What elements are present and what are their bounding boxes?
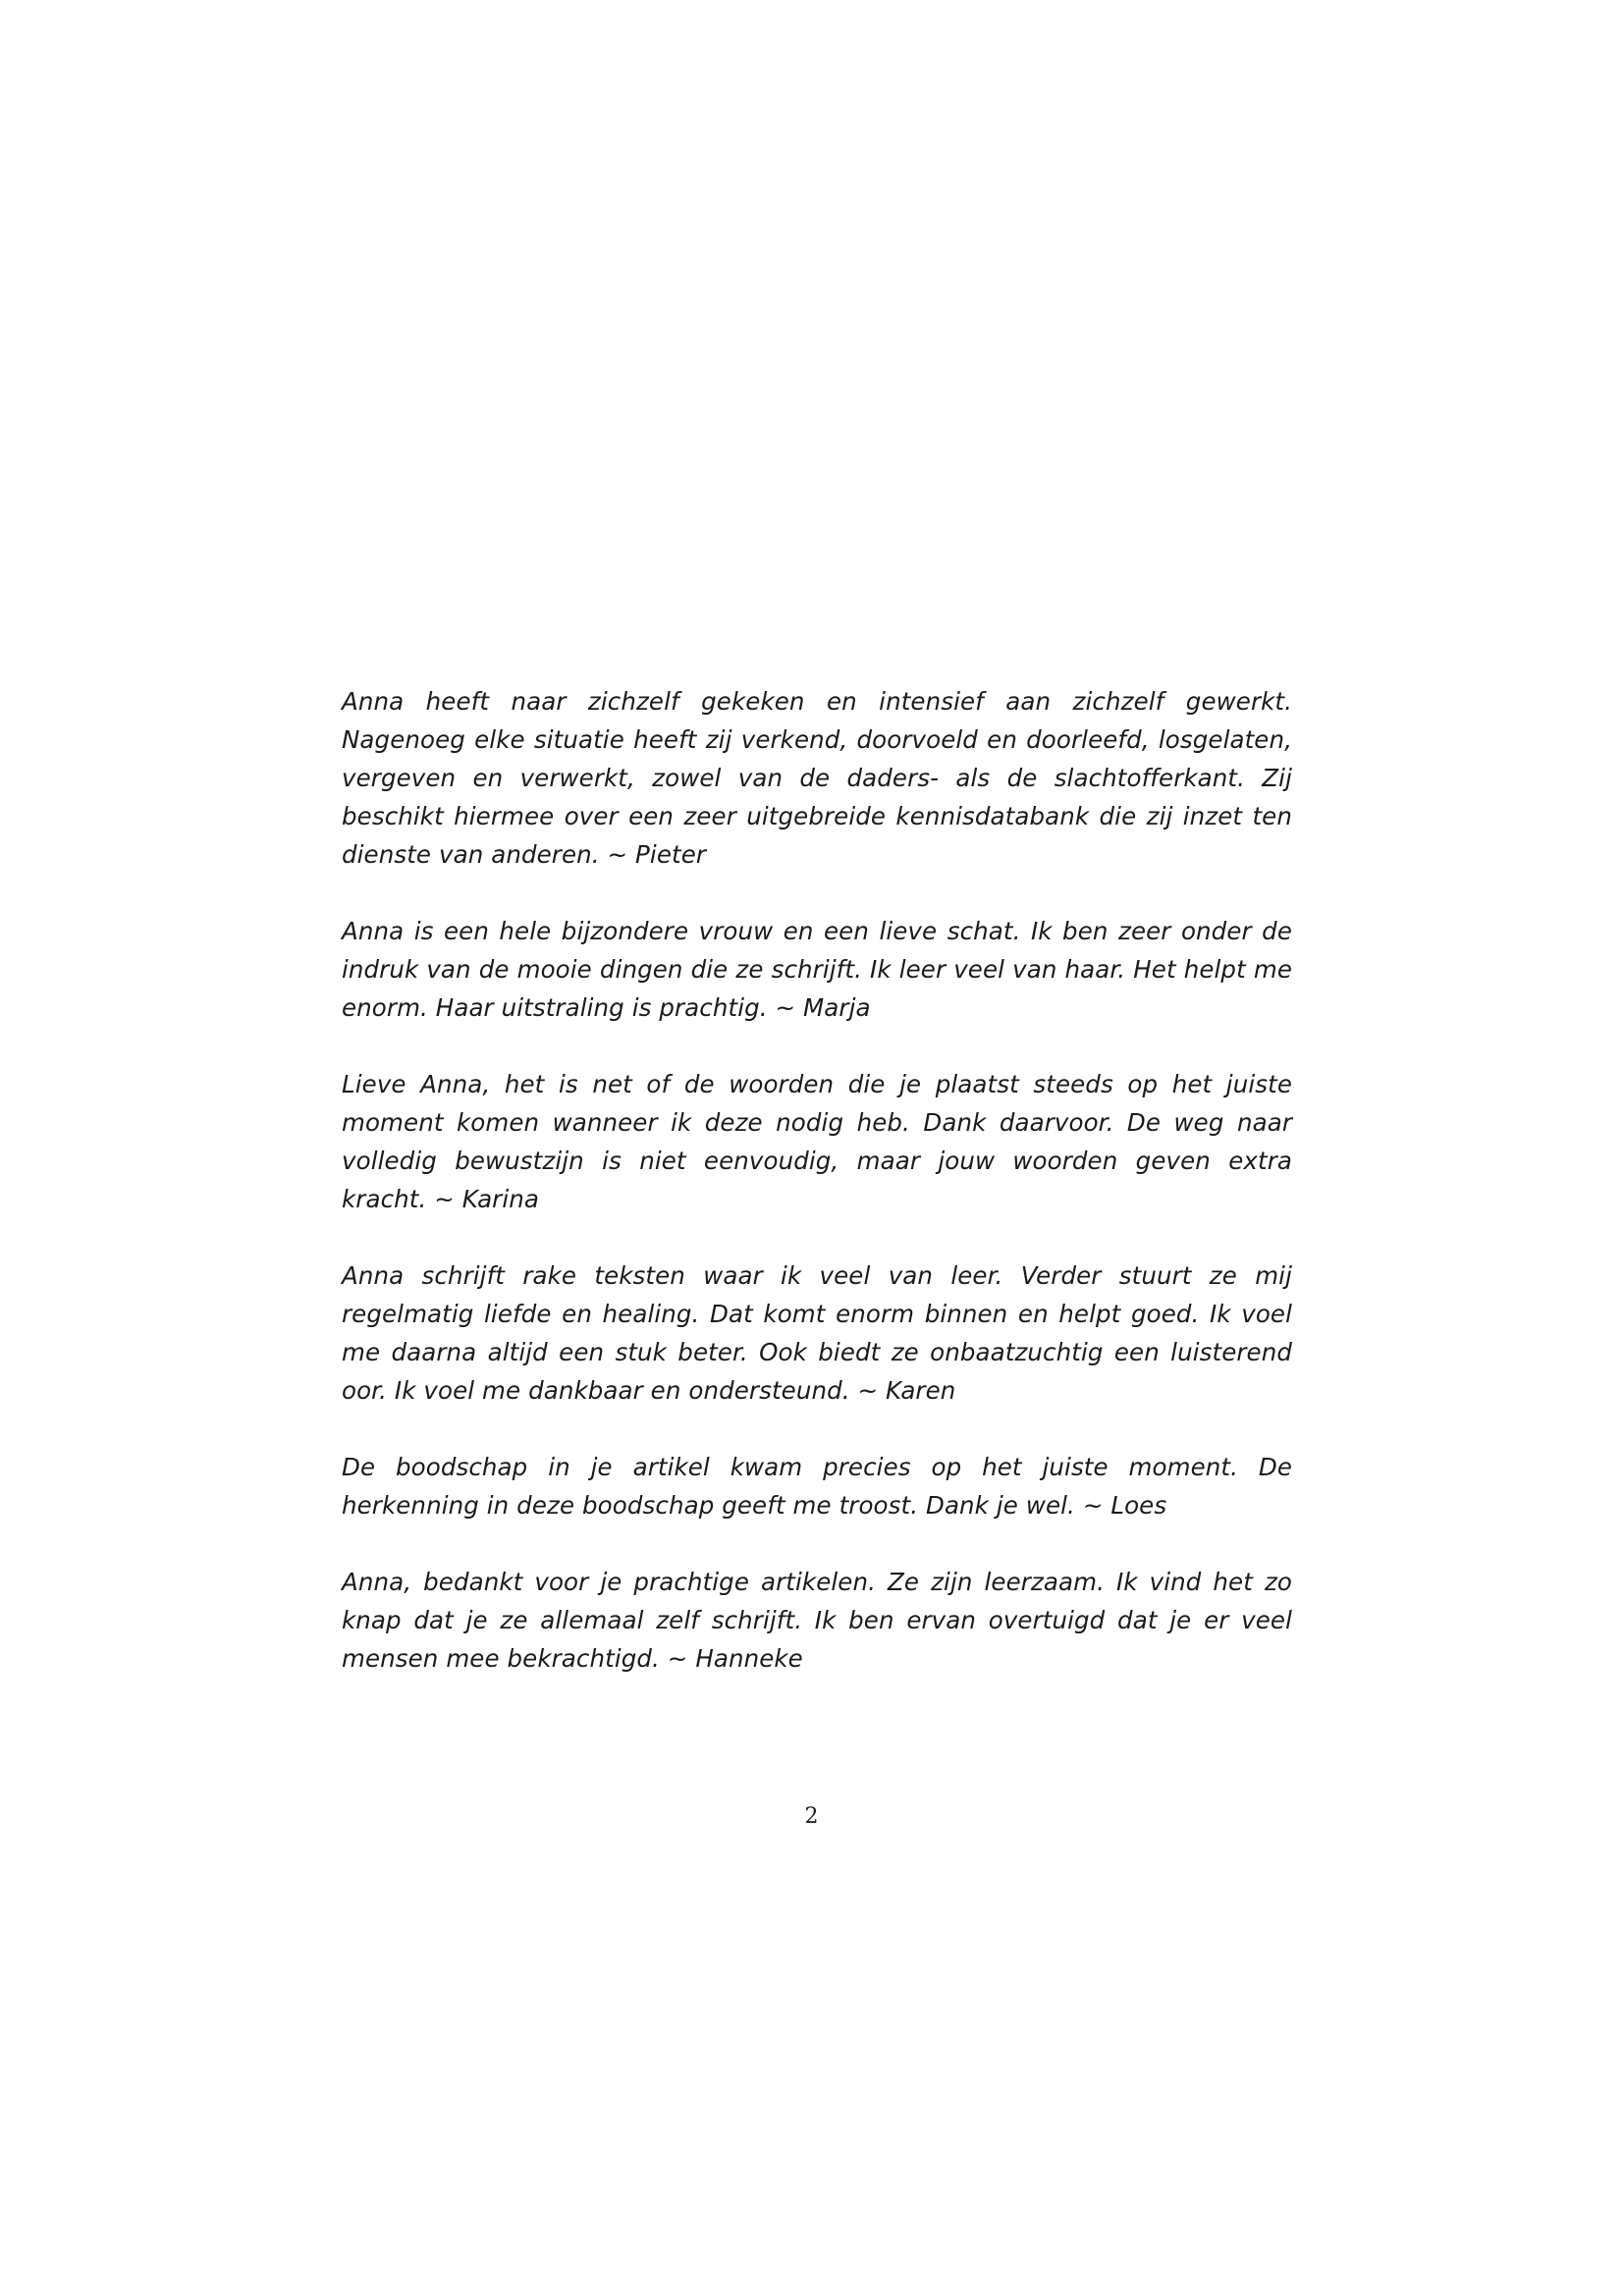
testimonial-pieter: Anna heeft naar zichzelf gekeken en intensief aan zichzelf gewerkt. Nagenoeg elke situatie heeft zij verkend, doorvoeld en doorleefd, losgelaten, vergeven en verwerkt, zowel van de daders- als de slachtofferkant. Zij beschikt hiermee over een zeer uitgebreide kennisdatabank die zij inzet ten dienste van anderen. ~ Pieter [342, 687, 1292, 869]
testimonial-loes: De boodschap in je artikel kwam precies op het juiste moment. De herkenning in deze boodschap geeft me troost. Dank je wel. ~ Loes [342, 1453, 1292, 1520]
page-number: 2 [804, 1804, 819, 1829]
testimonial-marja: Anna is een hele bijzondere vrouw en een lieve schat. Ik ben zeer onder de indruk van de mooie dingen die ze schrijft. Ik leer veel van haar. Het helpt me enorm. Haar uitstraling is prachtig. ~ Marja [342, 917, 1292, 1022]
testimonials-section [342, 682, 1292, 1716]
testimonial-karina: Lieve Anna, het is net of de woorden die je plaatst steeds op het juiste moment komen wanneer ik deze nodig heb. Dank daarvoor. De weg naar volledig bewustzijn is niet eenvoudig, maar jouw woorden geven extra kracht. ~ Karina [342, 1070, 1292, 1213]
testimonial-karen: Anna schrijft rake teksten waar ik veel van leer. Verder stuurt ze mij regelmatig liefde en healing. Dat komt enorm binnen en helpt goed. Ik voel me daarna altijd een stuk beter. Ook biedt ze onbaatzuchtig een luisterend oor. Ik voel me dankbaar en ondersteund. ~ Karen [342, 1261, 1292, 1405]
testimonial-hanneke: Anna, bedankt voor je prachtige artikelen. Ze zijn leerzaam. Ik vind het zo knap dat je ze allemaal zelf schrijft. Ik ben ervan overtuigd dat je er veel mensen mee bekrachtigd. ~ Hanneke [342, 1568, 1292, 1673]
